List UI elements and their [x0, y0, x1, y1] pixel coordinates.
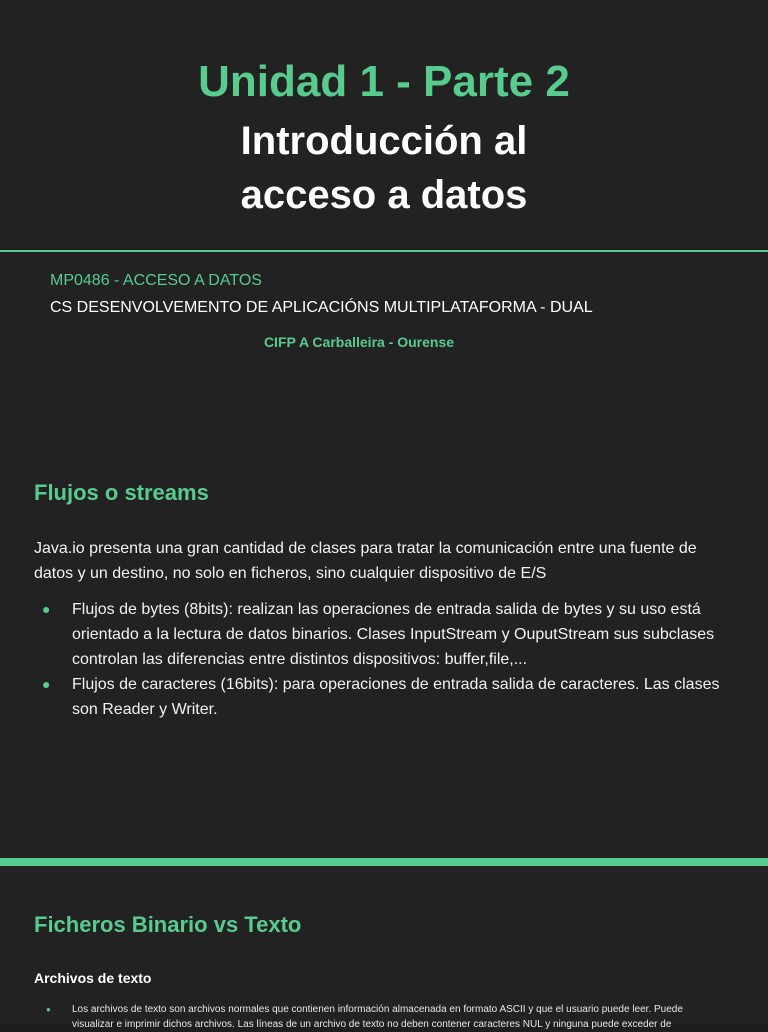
- list-item: [34, 597, 744, 672]
- list-item-text: Los archivos de texto son archivos normales que contienen información almacenada en formato ASCII y que el usuario puede leer. Puede visualizar e imprimir dichos archivos. Las líneas de un archivo de texto no deben contener caracteres NUL y ninguna puede exceder de: [72, 1004, 683, 1030]
- intro-paragraph: Java.io presenta una gran cantidad de clases para tratar la comunicación entre una fuente de datos y un destino, no solo en ficheros, sino cualquier dispositivo de E/S: [34, 540, 697, 582]
- bullet-icon: ●: [46, 1005, 51, 1014]
- slide-2: [0, 866, 768, 1030]
- bullet-list: [34, 597, 744, 722]
- subtitle-line-2: acceso a datos: [240, 173, 528, 217]
- slide-title: Unidad 1 - Parte 2: [198, 57, 570, 106]
- section-title-streams: Flujos o streams: [34, 480, 209, 505]
- bullet-icon: ●: [42, 676, 51, 692]
- subtitle-line-1: Introducción al: [240, 119, 528, 163]
- bullet-icon: ●: [42, 601, 51, 617]
- course-name: CS DESENVOLVEMENTO DE APLICACIÓNS MULTIPLATAFORMA - DUAL: [50, 299, 593, 316]
- list-item-text: Flujos de bytes (8bits): realizan las operaciones de entrada salida de bytes y su uso está orientado a la lectura de datos binarios. Clases InputStream y OuputStream sus subclases controlan las diferencias entre distintos dispositivos: buffer,file,...: [72, 601, 715, 668]
- list-item: [34, 672, 744, 722]
- subheading-text-files: Archivos de texto: [34, 970, 152, 986]
- list-item: [34, 1002, 724, 1032]
- slide-separator: [0, 858, 768, 866]
- accent-divider: [0, 250, 768, 252]
- list-item-text: Flujos de caracteres (16bits): para operaciones de entrada salida de caracteres. Las clases son Reader y Writer.: [72, 676, 720, 718]
- section-title-files: Ficheros Binario vs Texto: [34, 912, 302, 937]
- school-name: CIFP A Carballeira - Ourense: [263, 334, 455, 350]
- bullet-list-small: [34, 1002, 724, 1032]
- module-code: MP0486 - ACCESO A DATOS: [50, 272, 262, 289]
- slide-subtitle: [0, 114, 768, 222]
